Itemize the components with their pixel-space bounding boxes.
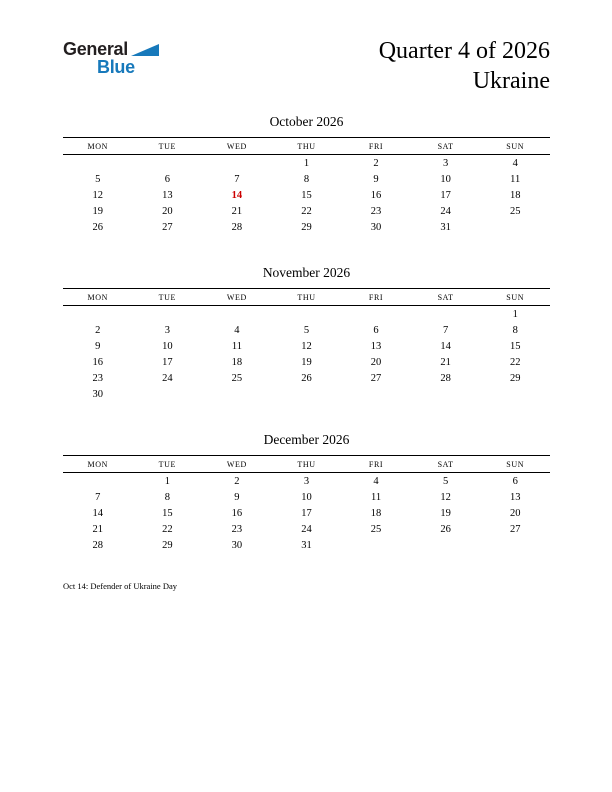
weekday-label: WED — [202, 456, 272, 473]
weekday-label: WED — [202, 289, 272, 306]
day-cell: 2 — [95, 324, 101, 336]
day-cell: 18 — [370, 507, 382, 519]
weekday-label: TUE — [133, 138, 203, 155]
week-row — [63, 370, 550, 386]
day-cell: 7 — [234, 173, 240, 185]
day-cell: 13 — [162, 189, 173, 201]
week-row — [63, 171, 550, 187]
day-cell: 29 — [162, 539, 173, 551]
weekday-label: MON — [63, 456, 133, 473]
day-cell: 5 — [95, 173, 101, 185]
month-title: December 2026 — [263, 432, 350, 447]
day-cell: 30 — [370, 221, 382, 233]
month-title: November 2026 — [262, 265, 351, 280]
weekday-header — [63, 138, 550, 155]
month-title: October 2026 — [269, 114, 344, 129]
day-cell: 10 — [440, 173, 451, 185]
weekday-label: WED — [202, 138, 272, 155]
logo-word-general: General — [63, 39, 128, 59]
week-row — [63, 203, 550, 219]
empty-cell — [341, 537, 411, 553]
empty-cell — [63, 473, 133, 490]
day-cell: 28 — [231, 221, 243, 233]
day-cell: 22 — [162, 523, 173, 535]
day-cell: 12 — [301, 340, 312, 352]
day-cell: 16 — [92, 356, 104, 368]
calendar-months — [63, 114, 550, 591]
day-cell: 16 — [370, 189, 382, 201]
month-november-2026 — [63, 265, 550, 402]
day-cell: 28 — [92, 539, 104, 551]
empty-cell — [480, 386, 550, 402]
weekday-label: FRI — [341, 289, 411, 306]
day-cell: 10 — [162, 340, 173, 352]
empty-cell — [480, 219, 550, 235]
month-table — [63, 137, 550, 235]
empty-cell — [133, 155, 203, 172]
day-cell: 3 — [164, 324, 170, 336]
empty-cell — [272, 306, 342, 323]
week-row — [63, 521, 550, 537]
day-cell: 15 — [301, 189, 312, 201]
day-cell: 25 — [509, 205, 521, 217]
day-cell: 4 — [234, 324, 240, 336]
day-cell: 13 — [370, 340, 382, 352]
empty-cell — [63, 306, 133, 323]
day-cell: 27 — [370, 372, 382, 384]
weekday-label: THU — [272, 289, 342, 306]
day-cell: 6 — [373, 324, 379, 336]
day-cell: 27 — [509, 523, 521, 535]
day-cell: 13 — [509, 491, 521, 503]
weekday-label: SAT — [411, 289, 481, 306]
day-cell: 15 — [509, 340, 521, 352]
day-cell: 23 — [231, 523, 243, 535]
day-cell: 17 — [301, 507, 312, 519]
day-cell: 7 — [442, 324, 449, 336]
empty-cell — [341, 386, 411, 402]
weekday-header-row — [63, 138, 550, 155]
day-cell: 22 — [301, 205, 312, 217]
weekday-label: SUN — [480, 289, 550, 306]
week-row — [63, 155, 550, 172]
empty-cell — [411, 537, 481, 553]
empty-cell — [202, 306, 272, 323]
day-cell: 20 — [162, 205, 173, 217]
general-blue-logo — [63, 40, 159, 76]
week-row — [63, 505, 550, 521]
empty-cell — [63, 155, 133, 172]
day-cell: 16 — [231, 507, 243, 519]
month-table — [63, 288, 550, 402]
day-cell: 25 — [231, 372, 243, 384]
empty-cell — [411, 386, 481, 402]
month-october-2026 — [63, 114, 550, 235]
day-cell: 4 — [512, 157, 518, 169]
empty-cell — [202, 155, 272, 172]
day-cell: 14 — [92, 507, 104, 519]
day-cell: 11 — [510, 173, 521, 185]
week-row — [63, 306, 550, 323]
weekday-label: MON — [63, 138, 133, 155]
page-header — [63, 40, 550, 96]
weekday-label: TUE — [133, 289, 203, 306]
day-cell: 17 — [440, 189, 451, 201]
day-cell: 6 — [164, 173, 170, 185]
day-cell: 5 — [442, 475, 449, 487]
day-cell: 19 — [440, 507, 451, 519]
week-row — [63, 322, 550, 338]
day-cell: 28 — [440, 372, 451, 384]
day-cell: 1 — [164, 475, 170, 487]
day-cell: 21 — [440, 356, 451, 368]
day-cell: 1 — [512, 308, 518, 320]
day-cell: 29 — [509, 372, 521, 384]
empty-cell — [133, 386, 203, 402]
day-cell: 12 — [440, 491, 451, 503]
day-cell: 7 — [95, 491, 101, 503]
day-cell: 2 — [373, 157, 379, 169]
weekday-label: SUN — [480, 456, 550, 473]
weekday-label: TUE — [133, 456, 203, 473]
day-cell: 30 — [231, 539, 243, 551]
day-cell: 8 — [512, 324, 518, 336]
weekday-label: THU — [272, 456, 342, 473]
weekday-header — [63, 289, 550, 306]
day-cell: 27 — [162, 221, 173, 233]
day-cell: 26 — [92, 221, 104, 233]
day-cell: 9 — [234, 491, 240, 503]
weekday-label: FRI — [341, 456, 411, 473]
holiday-footnote: Oct 14: Defender of Ukraine Day — [63, 581, 177, 591]
day-cell: 20 — [509, 507, 521, 519]
day-cell: 8 — [164, 491, 170, 503]
day-cell: 29 — [301, 221, 312, 233]
logo-pennant-icon — [131, 43, 159, 57]
logo-word-blue: Blue — [97, 57, 135, 77]
empty-cell — [272, 386, 342, 402]
day-cell: 18 — [509, 189, 521, 201]
weekday-label: MON — [63, 289, 133, 306]
week-row — [63, 473, 550, 490]
day-cell: 25 — [370, 523, 382, 535]
day-cell: 10 — [301, 491, 312, 503]
day-cell: 9 — [373, 173, 379, 185]
logo-top-row — [63, 40, 159, 58]
weekday-header-row — [63, 456, 550, 473]
day-cell: 11 — [370, 491, 382, 503]
day-cell: 20 — [370, 356, 382, 368]
month-december-2026 — [63, 432, 550, 553]
day-cell: 8 — [303, 173, 310, 185]
day-cell: 6 — [512, 475, 518, 487]
weekday-label: THU — [272, 138, 342, 155]
day-cell: 22 — [509, 356, 521, 368]
day-cell: 17 — [162, 356, 173, 368]
day-cell: 19 — [301, 356, 312, 368]
weekday-label: SUN — [480, 138, 550, 155]
day-cell: 12 — [92, 189, 104, 201]
day-cell: 4 — [373, 475, 379, 487]
week-row — [63, 338, 550, 354]
day-cell: 21 — [231, 205, 243, 217]
day-cell: 5 — [303, 324, 310, 336]
holiday-day-cell: 14 — [231, 189, 243, 201]
week-row — [63, 187, 550, 203]
title-quarter: Quarter 4 of 2026 — [378, 38, 550, 64]
day-cell: 31 — [440, 221, 451, 233]
day-cell: 15 — [162, 507, 173, 519]
day-cell: 3 — [442, 157, 449, 169]
day-cell: 18 — [231, 356, 243, 368]
week-row — [63, 489, 550, 505]
week-row — [63, 354, 550, 370]
weekday-header — [63, 456, 550, 473]
day-cell: 19 — [92, 205, 104, 217]
day-cell: 30 — [92, 388, 104, 400]
day-cell: 14 — [440, 340, 451, 352]
weeks-body — [63, 155, 550, 236]
day-cell: 23 — [92, 372, 104, 384]
day-cell: 24 — [440, 205, 451, 217]
week-row — [63, 537, 550, 553]
empty-cell — [341, 306, 411, 323]
day-cell: 26 — [440, 523, 451, 535]
weeks-body — [63, 306, 550, 403]
week-row — [63, 219, 550, 235]
weekday-label: SAT — [411, 456, 481, 473]
week-row — [63, 386, 550, 402]
weeks-body — [63, 473, 550, 554]
weekday-label: SAT — [411, 138, 481, 155]
day-cell: 24 — [162, 372, 173, 384]
weekday-label: FRI — [341, 138, 411, 155]
empty-cell — [411, 306, 481, 323]
day-cell: 11 — [231, 340, 242, 352]
day-cell: 26 — [301, 372, 312, 384]
empty-cell — [133, 306, 203, 323]
month-table — [63, 455, 550, 553]
day-cell: 21 — [92, 523, 104, 535]
day-cell: 3 — [303, 475, 310, 487]
day-cell: 1 — [303, 157, 310, 169]
empty-cell — [480, 537, 550, 553]
day-cell: 2 — [234, 475, 240, 487]
document-title — [379, 36, 550, 96]
day-cell: 23 — [370, 205, 382, 217]
title-country: Ukraine — [472, 68, 550, 94]
weekday-header-row — [63, 289, 550, 306]
empty-cell — [202, 386, 272, 402]
day-cell: 24 — [301, 523, 312, 535]
day-cell: 9 — [95, 340, 101, 352]
day-cell: 31 — [301, 539, 312, 551]
